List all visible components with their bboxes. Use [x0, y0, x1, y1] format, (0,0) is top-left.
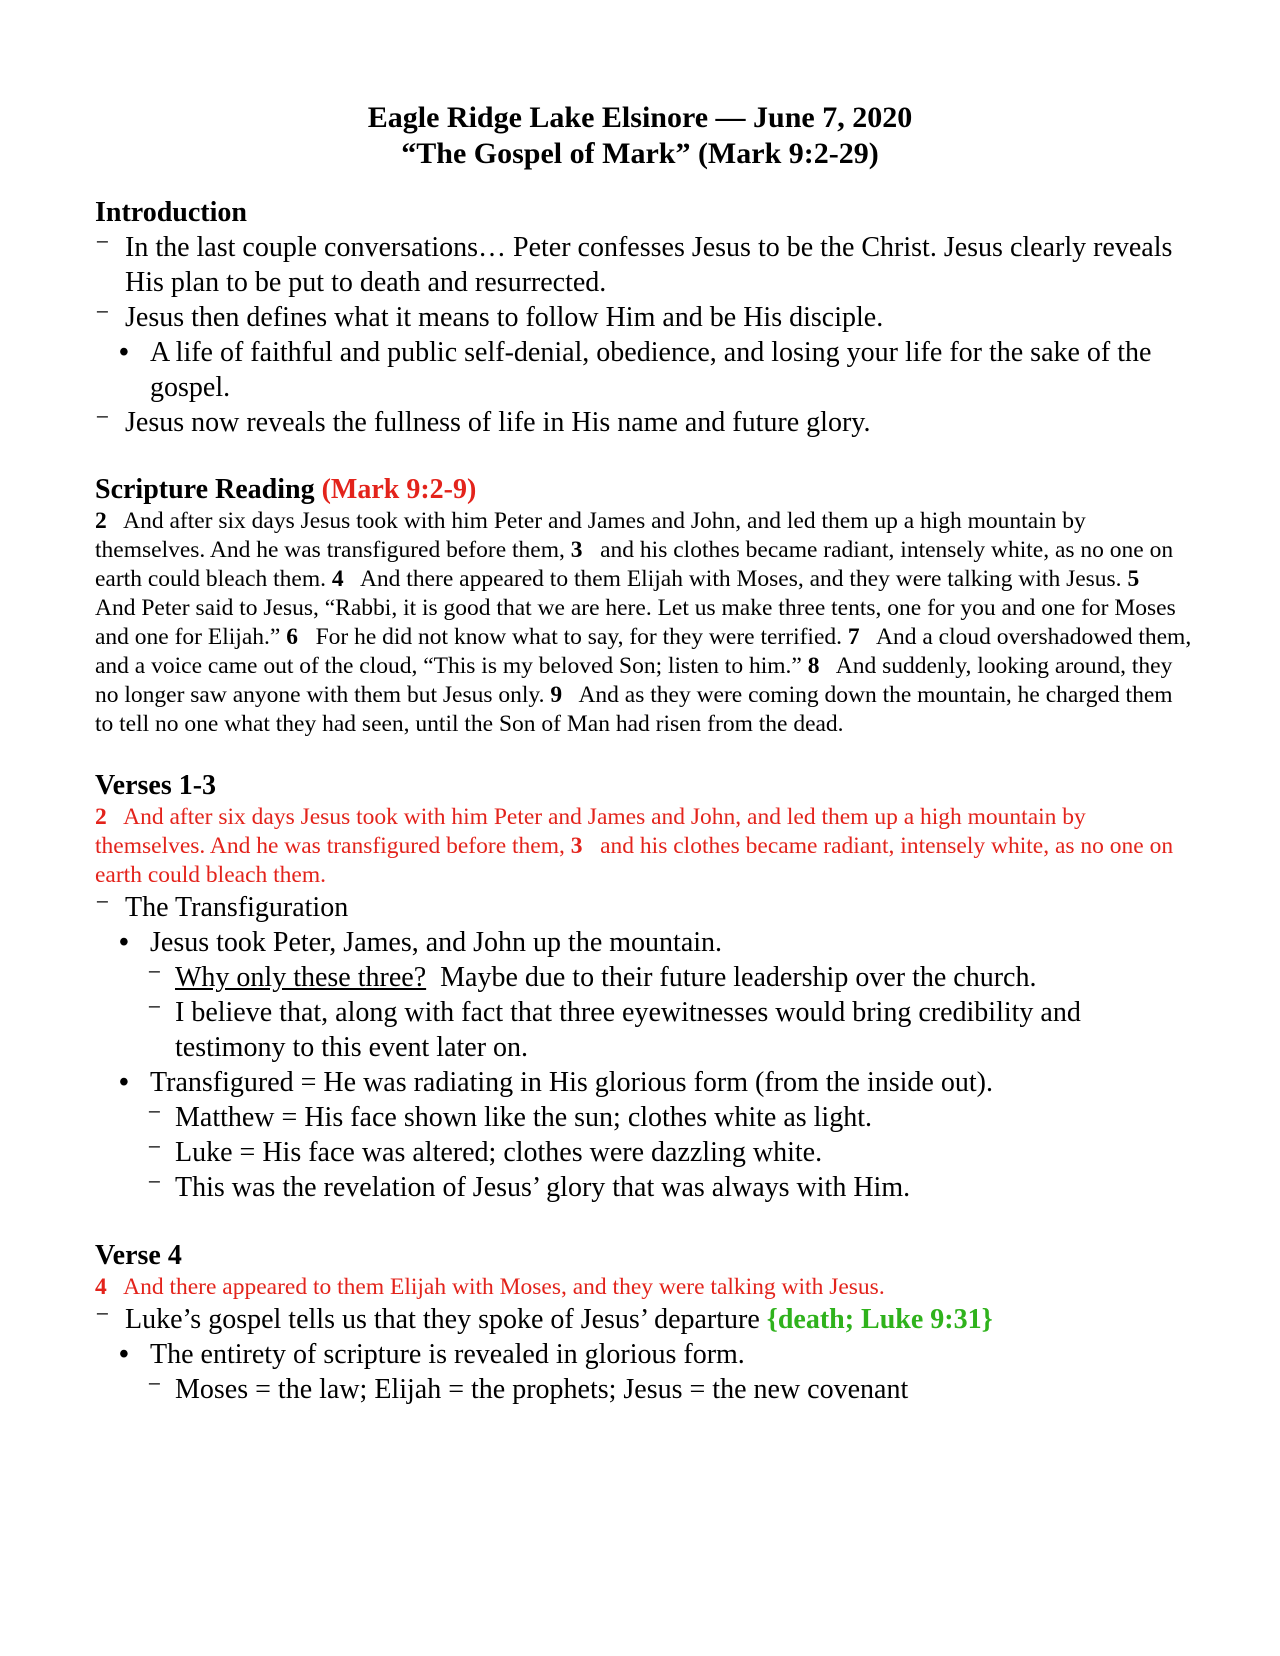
intro-heading: Introduction	[95, 197, 247, 228]
list-item: ⁻ Matthew = His face shown like the sun; clothes white as light.	[147, 1102, 872, 1133]
reading-heading: Scripture Reading (Mark 9:2-9)	[95, 474, 477, 505]
list-item: ⁻ In the last couple conversations… Peter confesses Jesus to be the Christ. Jesus clearly reveals His plan to be put to death and resurrected.	[95, 232, 1173, 298]
green-note: {death; Luke 9:31}	[766, 1304, 993, 1335]
list-item: ⁻ This was the revelation of Jesus’ glory that was always with Him.	[147, 1172, 911, 1203]
list-item: • The entirety of scripture is revealed in glorious form.	[119, 1339, 745, 1370]
scripture-reading-text: 2 And after six days Jesus took with him Peter and James and John, and led them up a high mountain by themselves. And he was transfigured before them, 3 and his clothes became radiant, intensely white, as no one on earth could bleach them. 4 And there appeared to them Elijah with Moses, and they were talking with Jesus. 5 And Peter said to Jesus, “Rabbi, it is good that we are here. Let us make three tents, one for you and one for Moses and one for Elijah.” 6 For he did not know what to say, for they were terrified. 7 And a cloud overshadowed them, and a voice came out of the cloud, “This is my beloved Son; listen to him.” 8 And suddenly, looking around, they no longer saw anyone with them but Jesus only. 9 And as they were coming down the mountain, he charged them to tell no one what they had seen, until the Son of Man had risen from the dead.	[95, 508, 1192, 737]
verse-number: 7	[847, 624, 860, 650]
intro-list	[95, 230, 1195, 440]
list-item: ⁻ Moses = the law; Elijah = the prophets; Jesus = the new covenant	[147, 1374, 909, 1405]
verse-4-list	[95, 1302, 1195, 1407]
document-page	[95, 100, 1195, 1407]
dash-marker: ⁻	[95, 407, 110, 438]
dash-marker: ⁻	[95, 232, 110, 263]
reading-reference: (Mark 9:2-9)	[321, 474, 477, 505]
verse-4-heading: Verse 4	[95, 1240, 182, 1271]
verses-1-3-heading: Verses 1-3	[95, 770, 217, 801]
list-item: ⁻ Jesus now reveals the fullness of life in His name and future glory.	[95, 407, 871, 438]
verse-number: 6	[286, 624, 298, 650]
list-item: ⁻ Luke’s gospel tells us that they spoke of Jesus’ departure {death; Luke 9:31}	[95, 1304, 993, 1335]
list-item: • Jesus took Peter, James, and John up the mountain.	[119, 927, 723, 958]
verse-number: 5	[1127, 566, 1140, 592]
list-item: ⁻ Jesus then defines what it means to follow Him and be His disciple.	[95, 302, 884, 333]
verse-number: 9	[550, 682, 563, 708]
verse-number: 4	[331, 566, 344, 592]
verses-1-3-list	[95, 890, 1195, 1205]
dash-marker: ⁻	[95, 302, 110, 333]
list-item: • A life of faithful and public self-denial, obedience, and losing your life for the sake of the gospel.	[119, 337, 1152, 403]
list-item: ⁻ I believe that, along with fact that three eyewitnesses would bring credibility and testimony to this event later on.	[147, 997, 1081, 1063]
verse-number: 3	[570, 537, 583, 563]
list-item: ⁻ Luke = His face was altered; clothes were dazzling white.	[147, 1137, 823, 1168]
verse-number: 8	[807, 653, 820, 679]
verse-number: 2	[95, 508, 107, 534]
title-line-1: Eagle Ridge Lake Elsinore — June 7, 2020	[367, 101, 913, 134]
list-item: • Transfigured = He was radiating in His glorious form (from the inside out).	[119, 1067, 993, 1098]
verse-4-scripture: 4 And there appeared to them Elijah with Moses, and they were talking with Jesus.	[95, 1274, 885, 1300]
verses-1-3-scripture: 2 And after six days Jesus took with him Peter and James and John, and led them up a high mountain by themselves. And he was transfigured before them, 3 and his clothes became radiant, intensely white, as no one on earth could bleach them.	[95, 804, 1174, 888]
bullet-marker: •	[119, 337, 129, 368]
list-item: ⁻ The Transfiguration	[95, 892, 349, 923]
list-item: ⁻ Why only these three? Maybe due to their future leadership over the church.	[147, 962, 1037, 993]
title-line-2: “The Gospel of Mark” (Mark 9:2-29)	[401, 137, 879, 170]
title-block	[0, 100, 1280, 172]
